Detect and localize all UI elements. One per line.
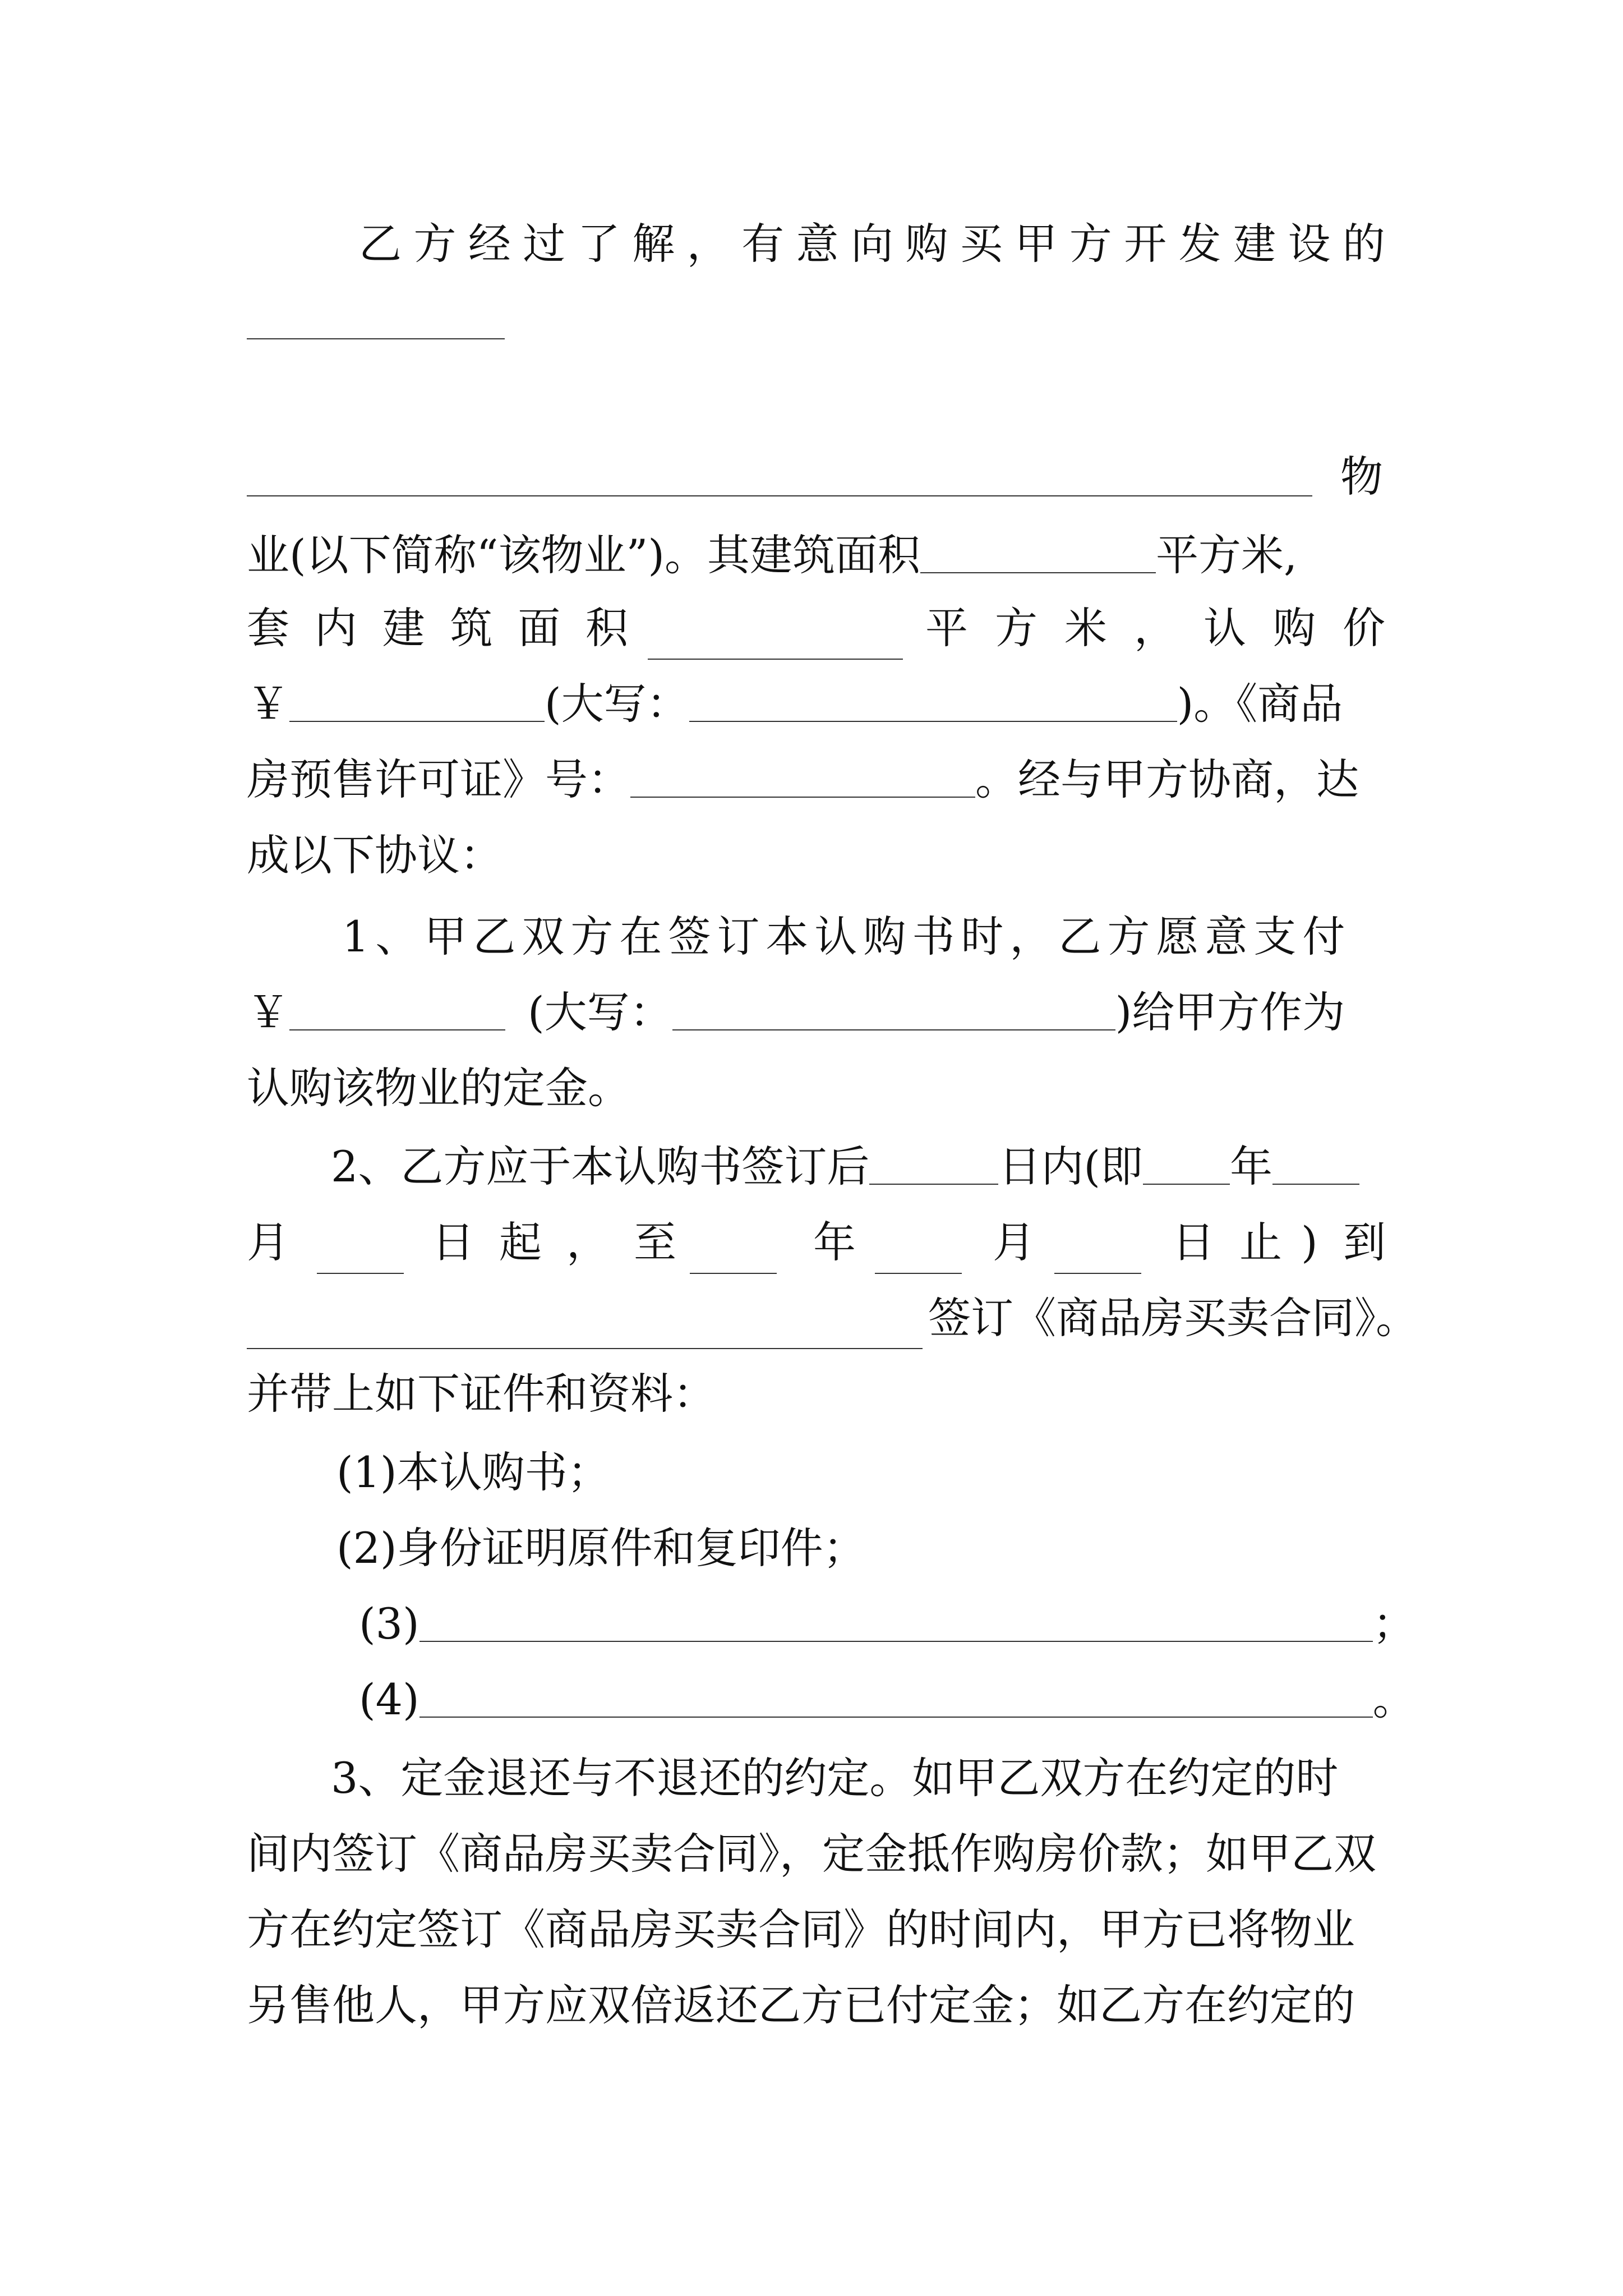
text-segment: 2、乙方应于本认购书签订后 — [331, 1142, 870, 1191]
clause-3-line-3 — [247, 1890, 1385, 1969]
text-char: 的 — [1342, 219, 1385, 269]
text-char: 到 — [1343, 1217, 1386, 1267]
text-segment: 。 — [1372, 1674, 1415, 1724]
text-segment: 签订《商品房买卖合同》。 — [928, 1293, 1418, 1343]
text-char: 积 — [585, 603, 628, 653]
para-intro-line-7 — [247, 740, 1385, 819]
text-char: ) — [1301, 1217, 1318, 1267]
text-segment: 3、定金退还与不退还的约定。如甲乙双方在约定的时 — [331, 1753, 1339, 1803]
blank-deposit-number[interactable] — [289, 993, 505, 1030]
blank-project-name[interactable] — [247, 338, 505, 339]
text-char: 经 — [468, 219, 511, 269]
text-char: ， — [686, 219, 730, 269]
text-char: 了 — [577, 219, 620, 269]
blank-days[interactable] — [869, 1148, 998, 1185]
text-segment: (2)身份证明原件和复印件； — [336, 1523, 866, 1573]
text-char: 向 — [850, 219, 893, 269]
text-char: 开 — [1124, 219, 1167, 269]
text-char: 价 — [1343, 603, 1385, 653]
yen-sign: ￥ — [247, 987, 289, 1037]
text-char: 止 — [1239, 1217, 1282, 1267]
text-char: 买 — [960, 219, 1003, 269]
blank-permit-number[interactable] — [630, 761, 975, 798]
para-intro-line-6 — [247, 665, 1385, 743]
text-segment: 认购该物业的定金。 — [247, 1063, 630, 1113]
clause-3-line-2 — [247, 1815, 1385, 1893]
text-char: 米 — [1064, 603, 1107, 653]
text-char: 甲 — [1015, 219, 1058, 269]
text-char: 建 — [1233, 219, 1276, 269]
text-segment: 物 — [1340, 452, 1383, 501]
para-intro-line-3-end — [1340, 438, 1396, 516]
text-segment: (1)本认购书； — [336, 1447, 610, 1497]
text-segment: 。经与甲方协商，达 — [975, 754, 1359, 804]
text-char: 日 — [432, 1217, 474, 1267]
text-char: ， — [1134, 603, 1177, 653]
text-segment: 房预售许可证》号： — [247, 754, 630, 804]
document-item-3 — [359, 1585, 1415, 1663]
text-segment: (大写： — [528, 987, 672, 1037]
text-char: 筑 — [450, 603, 493, 653]
clause-2-line-2 — [247, 1203, 1385, 1282]
blank-inner-area[interactable] — [648, 623, 903, 660]
text-char: 发 — [1178, 219, 1221, 269]
text-char: 年 — [813, 1217, 856, 1267]
text-char: 意 — [796, 219, 839, 269]
clause-2-line-4 — [247, 1355, 1385, 1433]
blank-start-day[interactable] — [317, 1237, 404, 1274]
blank-price-words[interactable] — [689, 685, 1177, 722]
para-intro-line-1 — [359, 205, 1385, 283]
text-char: 至 — [634, 1217, 676, 1267]
blank-start-year[interactable] — [1143, 1148, 1230, 1185]
text-char: 建 — [382, 603, 425, 653]
text-segment: )。《商品 — [1177, 679, 1343, 729]
blank-document-3[interactable] — [419, 1605, 1373, 1642]
blank-signing-place[interactable] — [247, 1348, 923, 1349]
text-segment: (大写： — [545, 679, 689, 729]
text-char: 方 — [995, 603, 1038, 653]
text-char: 月 — [993, 1217, 1035, 1267]
text-segment: 方在约定签订《商品房买卖合同》的时间内，甲方已将物业 — [247, 1904, 1355, 1954]
text-char: 购 — [905, 219, 948, 269]
text-char: 设 — [1288, 219, 1331, 269]
text-segment: 平方米, — [1156, 530, 1298, 580]
blank-deposit-words[interactable] — [672, 993, 1115, 1030]
document-item-2 — [336, 1509, 1385, 1588]
text-segment: 成以下协议： — [247, 830, 502, 880]
text-segment: 并带上如下证件和资料： — [247, 1369, 716, 1419]
blank-start-month[interactable] — [1272, 1148, 1359, 1185]
document-item-4 — [359, 1660, 1415, 1739]
blank-price-number[interactable] — [289, 685, 545, 722]
text-char: 内 — [314, 603, 357, 653]
text-char: 月 — [247, 1217, 289, 1267]
para-intro-line-4 — [247, 516, 1385, 595]
text-segment: 1、甲乙双方在签订本认购书时，乙方愿意支付 — [342, 912, 1352, 961]
para-intro-line-8 — [247, 816, 1385, 895]
text-char: 套 — [247, 603, 289, 653]
blank-building-area[interactable] — [920, 536, 1156, 573]
text-char: 过 — [523, 219, 566, 269]
text-char: 起 — [499, 1217, 542, 1267]
text-char: 有 — [741, 219, 785, 269]
clause-1-line-2 — [247, 973, 1385, 1052]
text-char: 购 — [1273, 603, 1316, 653]
para-intro-line-5 — [247, 589, 1385, 668]
text-char: 日 — [1172, 1217, 1215, 1267]
text-segment: (3) — [359, 1599, 419, 1649]
text-char: 平 — [925, 603, 968, 653]
clause-3-line-1 — [331, 1739, 1385, 1818]
blank-end-month[interactable] — [875, 1237, 962, 1274]
blank-end-year[interactable] — [690, 1237, 777, 1274]
clause-2-line-3-end — [928, 1279, 1489, 1358]
text-segment: 另售他人，甲方应双倍返还乙方已付定金；如乙方在约定的 — [247, 1980, 1355, 2030]
text-char: 面 — [518, 603, 561, 653]
text-segment: (4) — [359, 1674, 419, 1724]
clause-3-line-4 — [247, 1966, 1385, 2045]
text-char: 方 — [413, 219, 457, 269]
text-char: 解 — [632, 219, 675, 269]
text-segment: 年 — [1230, 1142, 1273, 1191]
text-segment: 日内(即 — [998, 1142, 1144, 1191]
text-segment: 业(以下简称“该物业”)。其建筑面积 — [247, 530, 921, 580]
clause-1-line-1 — [342, 898, 1385, 976]
text-char: 认 — [1204, 603, 1246, 653]
clause-1-line-3 — [247, 1049, 1385, 1128]
text-segment: )给甲方作为 — [1115, 987, 1345, 1037]
text-char: 乙 — [359, 219, 402, 269]
yen-sign: ￥ — [247, 679, 289, 729]
clause-2-line-1 — [331, 1128, 1385, 1206]
text-segment: 间内签订《商品房买卖合同》，定金抵作购房价款；如甲乙双 — [247, 1829, 1376, 1879]
text-char: 方 — [1069, 219, 1112, 269]
text-char: ， — [566, 1217, 609, 1267]
document-item-1 — [336, 1433, 1385, 1512]
text-segment: ； — [1372, 1599, 1415, 1649]
blank-property-location[interactable] — [247, 495, 1312, 496]
blank-document-4[interactable] — [419, 1681, 1373, 1718]
blank-end-day[interactable] — [1054, 1237, 1141, 1274]
